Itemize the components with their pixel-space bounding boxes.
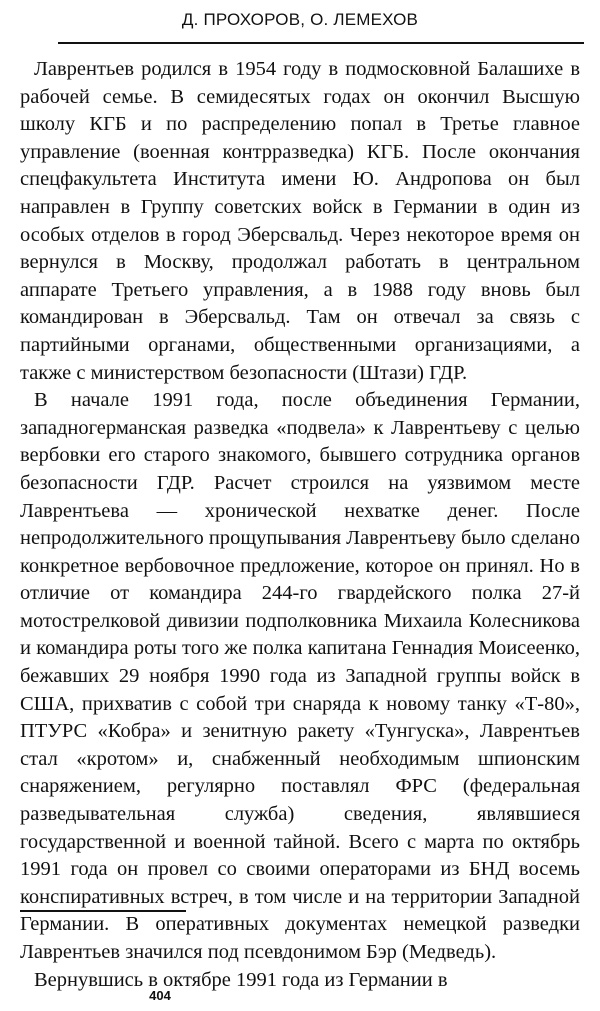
body-text xyxy=(20,56,580,994)
footer-rule xyxy=(20,910,186,912)
running-head: Д. ПРОХОРОВ, О. ЛЕМЕХОВ xyxy=(181,10,419,29)
paragraph-1: Лаврентьев родился в 1954 году в подмосковной Балашихе в рабочей семье. В семидесятых годах он окончил Высшую школу КГБ и по распределению попал в Третье главное управление (военная контрразведка) КГБ. После окончания спецфакультета Института имени Ю. Андропова он был направлен в Группу советских войск в Германии в один из особых отделов в город Эберсвальд. Через некоторое время он вернулся в Москву, продолжал работать в центральном аппарате Третьего управления, а в 1988 году вновь был командирован в Эберсвальд. Там он отвечал за связь с партийными органами, общественными организациями, а также с министерством безопасности (Штази) ГДР. xyxy=(20,58,580,384)
header-rule xyxy=(58,42,584,44)
paragraph-3: Вернувшись в октябре 1991 года из Германии в xyxy=(34,968,448,991)
paragraph-2: В начале 1991 года, после объединения Германии, западногерманская разведка «подвела» к Лаврентьеву с целью вербовки его старого знакомого, бывшего сотрудника органов безопасности ГДР. Расчет строился на уязвимом месте Лаврентьева — хронической нехватке денег. После непродолжительного прощупывания Лаврентьеву было сделано конкретное вербовочное предложение, которое он принял. Но в отличие от командира 244-го гвардейского полка 27-й мотострелковой дивизии подполковника Михаила Колесникова и командира роты того же полка капитана Геннадия Моисеенко, бежавших 29 ноября 1990 года из Западной группы войск в США, прихватив с собой три снаряда к новому танку «Т-80», ПТУРС «Кобра» и зенитную ракету «Тунгуска», Лаврентьев стал «кротом» и, снабженный необходимым шпионским снаряжением, регулярно поставлял ФРС (федеральная разведывательная служба) сведения, являвшиеся государственной и военной тайной. Всего с марта по октябрь 1991 года он провел со своими операторами из БНД восемь конспиративных встреч, в том числе и на территории Западной Германии. В оперативных документах немецкой разведки Лаврентьев значился под псевдонимом Бэр (Медведь). xyxy=(20,389,580,963)
page-number: 404 xyxy=(149,988,171,1003)
